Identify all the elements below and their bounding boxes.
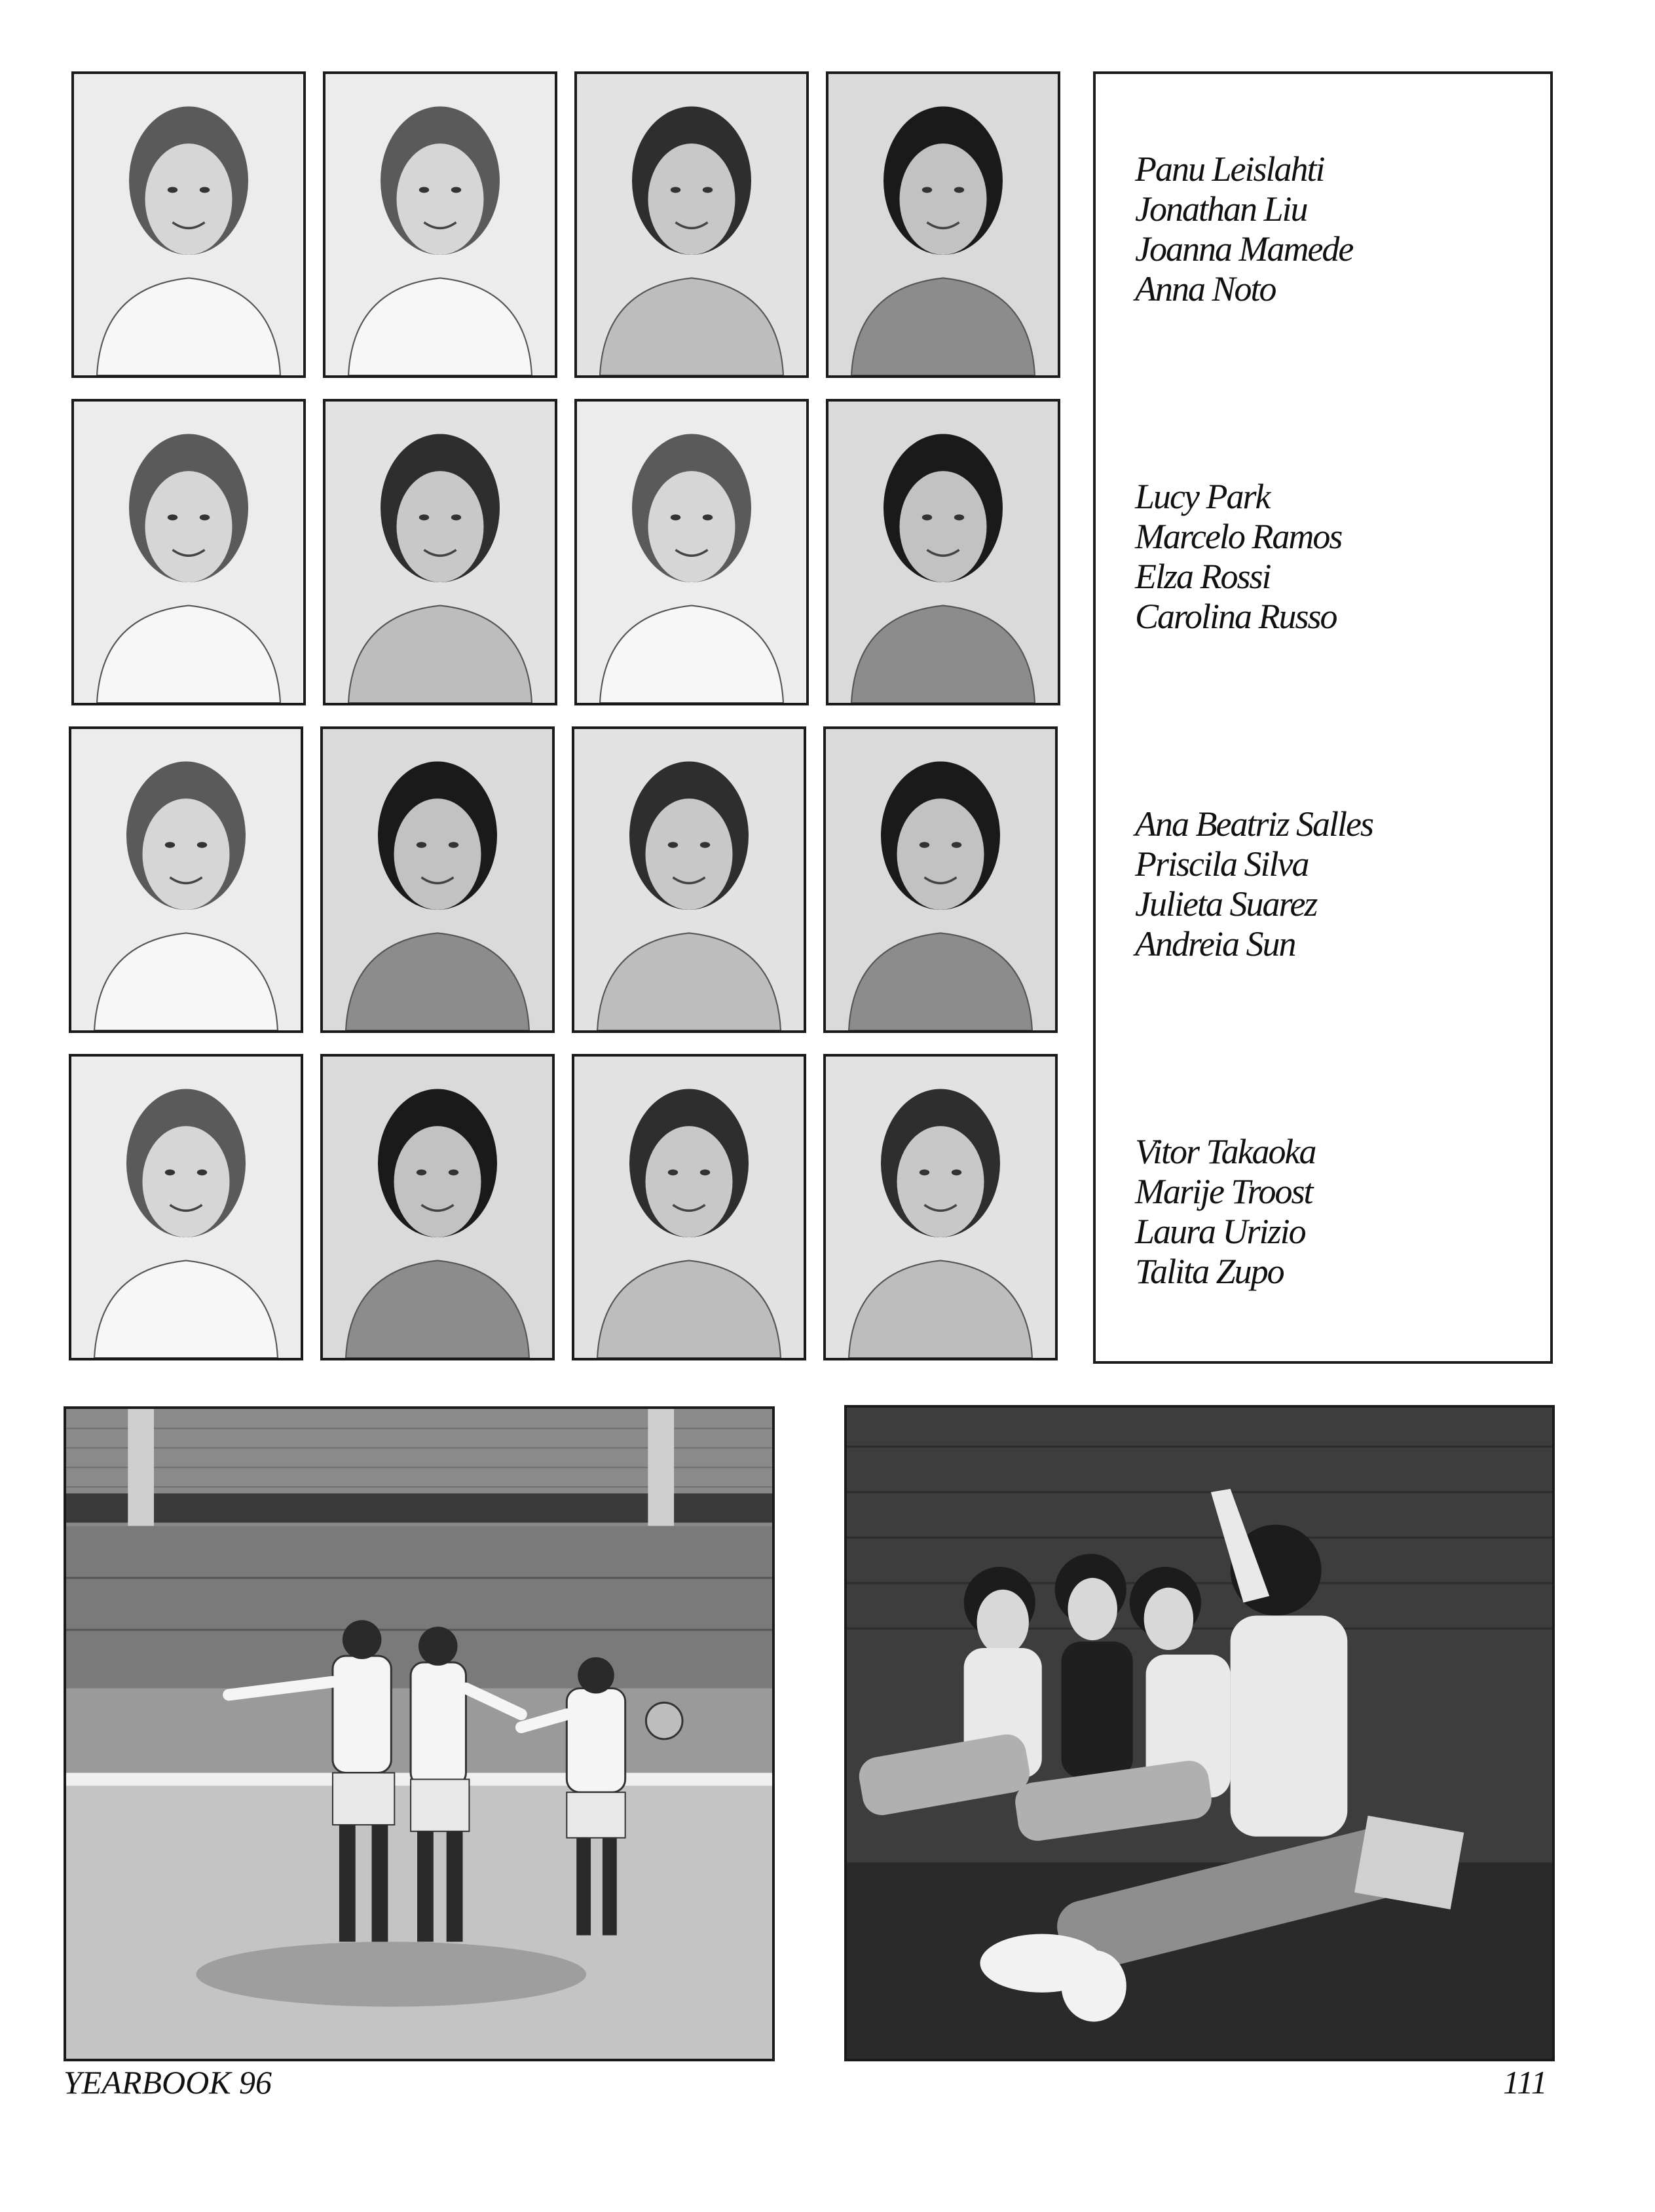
- portrait-photo: [574, 399, 809, 705]
- student-name: Marcelo Ramos: [1135, 517, 1342, 556]
- portrait-photo: [823, 1054, 1058, 1360]
- name-group-row-3: [1135, 804, 1373, 964]
- page-number: 111: [1503, 2064, 1548, 2101]
- name-group-row-1: [1135, 149, 1352, 309]
- portrait-photo: [320, 1054, 555, 1360]
- portrait-photo: [572, 726, 806, 1033]
- portrait-silhouette: [323, 1057, 552, 1358]
- student-name: Ana Beatriz Salles: [1135, 804, 1373, 844]
- portrait-photo: [826, 399, 1060, 705]
- portrait-photo: [572, 1054, 806, 1360]
- footer-yearbook-label: YEARBOOK 96: [64, 2064, 272, 2101]
- portrait-silhouette: [574, 729, 804, 1030]
- name-group-row-4: [1135, 1132, 1316, 1292]
- names-panel: [1093, 71, 1553, 1364]
- student-name: Jonathan Liu: [1135, 189, 1307, 229]
- student-name: Anna Noto: [1135, 269, 1276, 309]
- portrait-silhouette: [574, 1057, 804, 1358]
- portrait-silhouette: [71, 729, 301, 1030]
- student-name: Priscila Silva: [1135, 844, 1309, 884]
- student-name: Joanna Mamede: [1135, 229, 1353, 269]
- portrait-photo: [826, 71, 1060, 378]
- portrait-photo: [323, 71, 557, 378]
- portrait-silhouette: [323, 729, 552, 1030]
- student-name: Marije Troost: [1135, 1172, 1312, 1211]
- portrait-silhouette: [826, 1057, 1055, 1358]
- student-name: Carolina Russo: [1135, 597, 1337, 636]
- portrait-photo: [823, 726, 1058, 1033]
- name-group-row-2: [1135, 477, 1341, 637]
- portrait-silhouette: [325, 402, 555, 703]
- student-name: Talita Zupo: [1135, 1252, 1284, 1291]
- portrait-silhouette: [828, 402, 1058, 703]
- student-name: Panu Leislahti: [1135, 149, 1324, 189]
- courtyard-scene: [66, 1409, 772, 2059]
- candid-photo-courtyard: [64, 1406, 775, 2061]
- student-name: Lucy Park: [1135, 477, 1270, 516]
- night-group-scene: [847, 1408, 1552, 2059]
- portrait-photo: [574, 71, 809, 378]
- portrait-silhouette: [71, 1057, 301, 1358]
- portrait-silhouette: [74, 402, 303, 703]
- student-name: Andreia Sun: [1135, 924, 1295, 964]
- portrait-photo: [69, 726, 303, 1033]
- portrait-silhouette: [577, 74, 806, 375]
- candid-photo-group-night: [844, 1405, 1555, 2061]
- portrait-photo: [323, 399, 557, 705]
- portrait-photo: [320, 726, 555, 1033]
- portrait-photo: [71, 399, 306, 705]
- student-name: Elza Rossi: [1135, 557, 1271, 596]
- student-name: Julieta Suarez: [1135, 884, 1317, 924]
- portrait-photo: [69, 1054, 303, 1360]
- portrait-silhouette: [325, 74, 555, 375]
- portrait-silhouette: [577, 402, 806, 703]
- student-name: Vitor Takaoka: [1135, 1132, 1316, 1171]
- portrait-photo: [71, 71, 306, 378]
- student-name: Laura Urizio: [1135, 1212, 1305, 1251]
- portrait-silhouette: [826, 729, 1055, 1030]
- portrait-silhouette: [828, 74, 1058, 375]
- portrait-silhouette: [74, 74, 303, 375]
